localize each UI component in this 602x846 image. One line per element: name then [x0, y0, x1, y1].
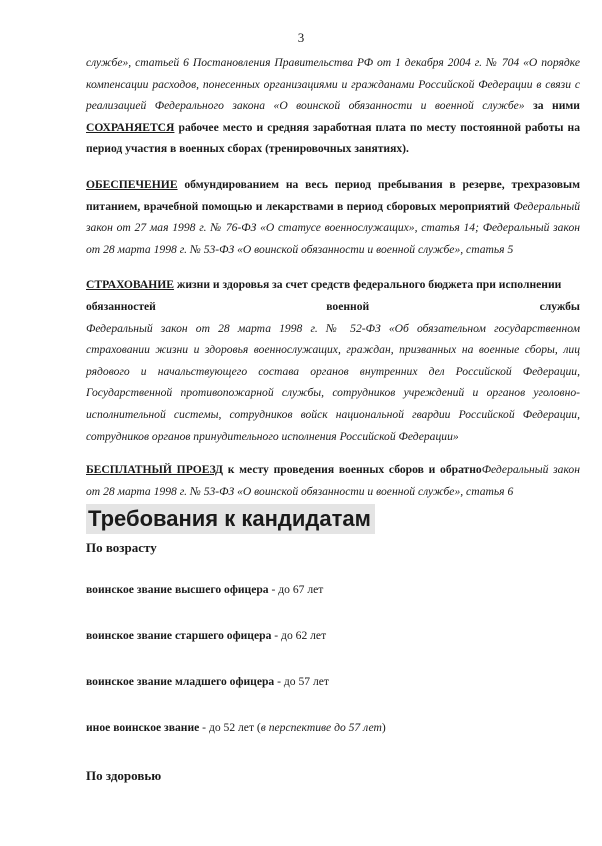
- document-body: [86, 52, 580, 786]
- age-rule-other-rank: [86, 718, 580, 738]
- insurance-keyword: СТРАХОВАНИЕ: [86, 278, 175, 292]
- paragraph-provision: [86, 174, 580, 260]
- rank-label: воинское звание старшего офицера: [86, 629, 272, 643]
- provision-text: обмундированием на весь период пребывания в резерве, трехразовым питанием, врачебной помощью и лекарствами в период сборовых мероприятий: [86, 177, 580, 213]
- rank-label: воинское звание высшего офицера: [86, 583, 269, 597]
- age-limit: - до 62 лет: [271, 629, 327, 643]
- insurance-text: жизни и здоровья за счет средств федерального бюджета при исполнении: [174, 278, 562, 292]
- age-limit: - до 57 лет: [274, 675, 329, 689]
- legal-reference: службе», статьей 6 Постановления Правительства РФ от 1 декабря 2004 г. № 704 «О порядке компенсации расходов, понесенных организациями и гражданами Российской Федерации в связи с реализацией Федерального закона «О воинской обязанности и военной службе»: [86, 56, 580, 113]
- paragraph-free-travel: [86, 459, 580, 502]
- section-title: Требования к кандидатам: [86, 504, 375, 534]
- age-limit-close: ): [381, 721, 386, 735]
- insurance-legal-reference: Федеральный закон от 28 марта 1998 г. № 52-ФЗ «Об обязательном государственном страховании жизни и здоровья военнослужащих, граждан, призванных на военные сборы, лиц рядового и начальствующего состава органов внутренних дел Российской Федерации, Государственной противопожарной службы, сотрудников учреждений и органов уголовно-исполнительной системы, сотрудников войск национальной гвардии Российской Федерации, сотрудников органов принудительного исполнения Российской Федерации»: [86, 321, 580, 443]
- age-limit-note: в перспективе до 57 лет: [260, 721, 382, 735]
- paragraph-insurance: [86, 274, 580, 447]
- age-limit: - до 67 лет: [268, 583, 324, 597]
- insurance-word-2: военной: [326, 299, 370, 313]
- paragraph-job-retention: [86, 52, 580, 160]
- page-number: 3: [297, 30, 305, 45]
- age-heading: По возрасту: [86, 540, 157, 556]
- age-rule-senior-officer: [86, 580, 580, 600]
- health-heading: По здоровью: [86, 768, 162, 784]
- retention-text: за ними: [524, 99, 580, 113]
- insurance-text-line: [86, 296, 580, 318]
- provision-keyword: ОБЕСПЕЧЕНИЕ: [86, 177, 178, 191]
- provision-legal-reference: Федеральный закон от 27 мая 1998 г. № 76-ФЗ «О статусе военнослужащих», статья 14; Федеральный закон от 28 марта 1998 г. № 53-ФЗ «О воинской обязанности и военной службе», статья 5: [86, 199, 580, 256]
- age-rule-junior-officer: [86, 672, 580, 692]
- free-travel-text: к месту проведения военных сборов и обратно: [223, 463, 482, 477]
- retention-text-rest: рабочее место и средняя заработная плата по месту постоянной работы на период участия в военных сборах (тренировочных занятиях).: [86, 120, 580, 156]
- insurance-word-3: службы: [539, 299, 580, 313]
- rank-label: воинское звание младшего офицера: [86, 675, 275, 689]
- age-rule-higher-officer: [86, 626, 580, 646]
- free-travel-legal-reference: Федеральный закон от 28 марта 1998 г. № 53-ФЗ «О воинской обязанности и военной службе», статья 6: [86, 463, 580, 498]
- retention-keyword: СОХРАНЯЕТСЯ: [86, 120, 175, 134]
- age-limit: - до 52 лет (: [199, 721, 261, 735]
- age-requirements: [86, 580, 580, 738]
- insurance-word-1: обязанностей: [86, 299, 156, 313]
- rank-label: иное воинское звание: [86, 721, 200, 735]
- free-travel-keyword: БЕСПЛАТНЫЙ ПРОЕЗД: [86, 463, 223, 477]
